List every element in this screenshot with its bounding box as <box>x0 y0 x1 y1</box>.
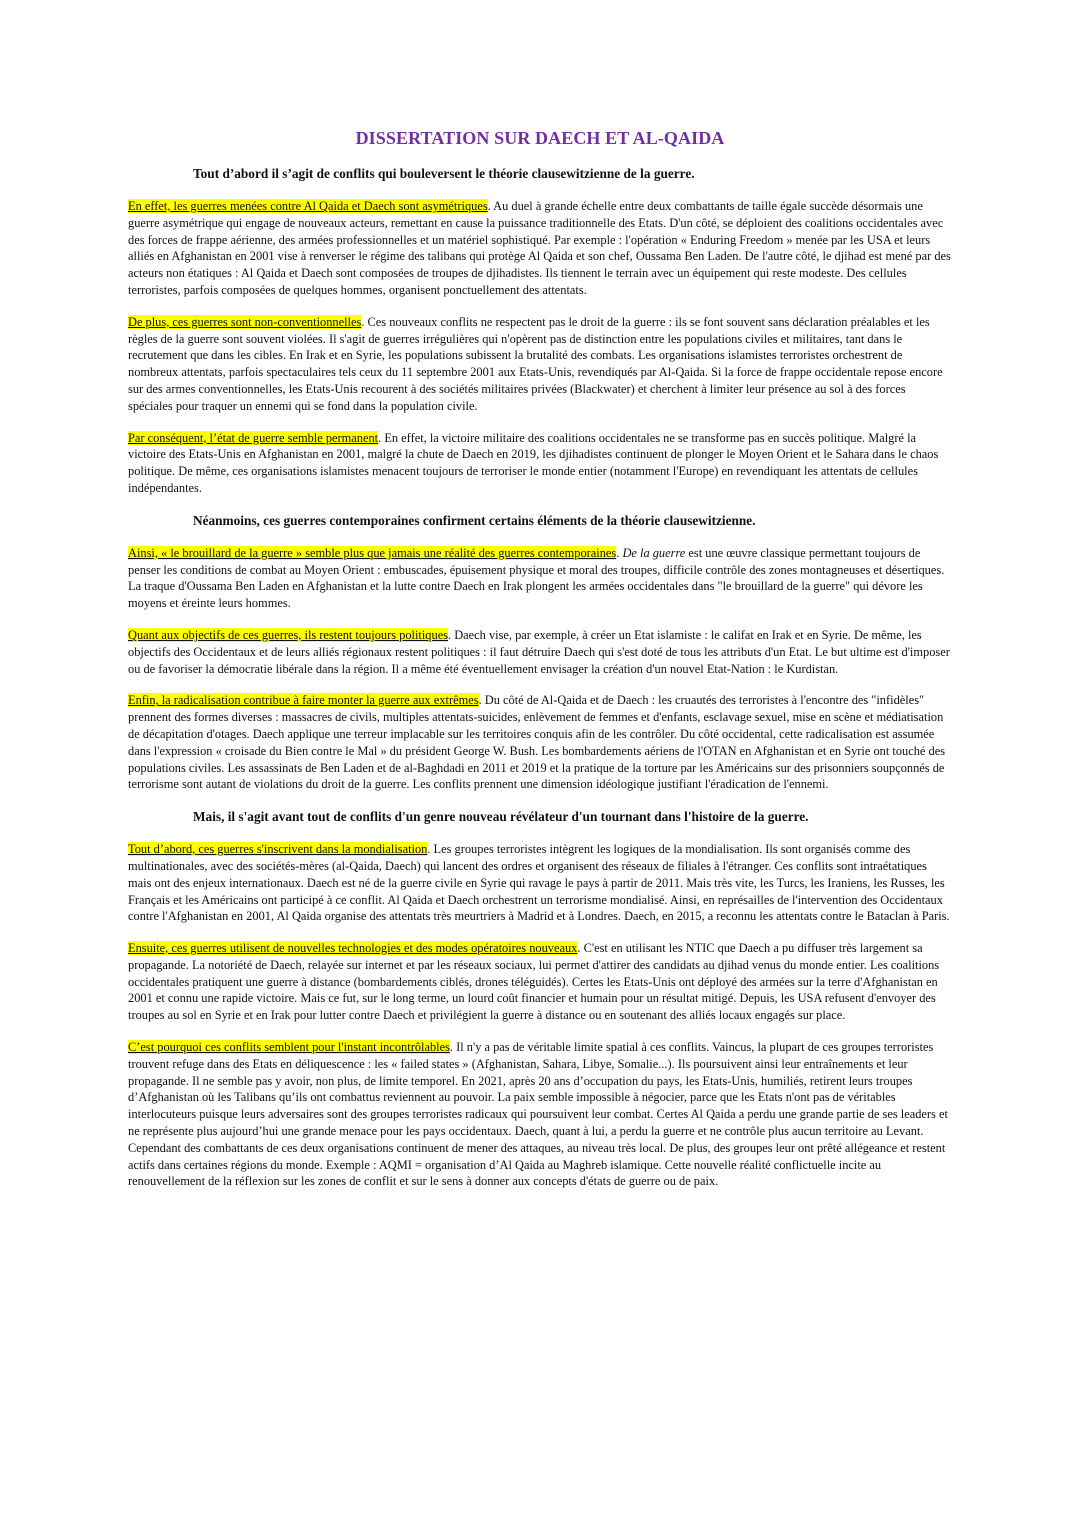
paragraph-text: . Les groupes terroristes intègrent les logiques de la mondialisation. Ils sont organisés comme des multinationales, avec des sociétés-mères (al-Qaida, Daech) qui lancent des ordres et organisent des réseaux de filiales à l'étranger. Ces conflits sont intraétatiques mais ont des enjeux internationaux. Daech est né de la guerre civile en Syrie qui ravage le pays à partir de 2011. Mais très vite, les Turcs, les Iraniens, les Russes, les Français et les Américains ont participé à ce conflit. Al Qaida et Daech orchestrent un terrorisme mondialisé. Ainsi, en représailles de l'intervention des Occidentaux contre l'Afghanistan en 2001, Al Qaida organise des attentats très meurtriers à Madrid et à Londres. Daech, en 2015, a reconnu les attentats contre le Bataclan à Paris. <box>128 842 950 924</box>
highlighted-thesis: Tout d’abord, ces guerres s'inscrivent dans la mondialisation <box>128 842 428 857</box>
highlighted-thesis: Ainsi, « le brouillard de la guerre » semble plus que jamais une réalité des guerres contemporaines <box>128 545 617 560</box>
section-heading: Mais, il s'agit avant tout de conflits d'un genre nouveau révélateur d'un tournant dans l'histoire de la guerre. <box>193 809 809 825</box>
highlighted-thesis: C’est pourquoi ces conflits semblent pour l'instant incontrôlables <box>128 1040 450 1055</box>
highlighted-thesis: Quant aux objectifs de ces guerres, ils restent toujours politiques <box>128 627 449 642</box>
highlighted-thesis: Enfin, la radicalisation contribue à faire monter la guerre aux extrêmes <box>128 693 479 708</box>
document-body <box>128 165 952 1205</box>
paragraph-text: . C'est en utilisant les NTIC que Daech a pu diffuser très largement sa propagande. La notoriété de Daech, relayée sur internet et par les réseaux sociaux, lui permet d'attirer des candidats au djihad venus du monde entier. Les coalitions occidentales pratiquent une guerre à distance (bombardements ciblés, drones téléguidés). Certes les Etats-Unis ont déployé des armées sur la terre d'Afghanistan en 2001 et connu une rapide victoire. Mais ce fut, sur le long terme, un lourd coût financier et humain pour un résultat mitigé. Depuis, les USA refusent d'envoyer des troupes au sol en Syrie et en Irak pour lutter contre Daech et privilégient la guerre à distance ou en soutenant des alliés locaux engagés sur place. <box>128 941 940 1023</box>
highlighted-thesis: En effet, les guerres menées contre Al Qaida et Daech sont asymétriques <box>128 199 488 213</box>
paragraph-text: . Du côté de Al-Qaida et de Daech : les cruautés des terroristes à l'encontre des "infidèles" prennent des formes diverses : massacres de civils, multiples attentats-suicides, enlèvement de femmes et d'enfants, esclavage sexuel, mise en scène et médiatisation de décapitation d'otages. Daech applique une terreur implacable sur les territoires conquis afin de les contrôler. Du côté occidental, cette radicalisation est assumée dans l'expression « croisade du Bien contre le Mal » du président George W. Bush. Les bombardements aériens de l'OTAN en Afghanistan et en Syrie ont touché des populations civiles. Les assassinats de Ben Laden et de al-Baghdadi en 2011 et 2019 et la pratique de la torture par les Américains sur des prisonniers soupçonnés de terrorisme sont autant de violations du droit de la guerre. Les conflits prennent une dimension idéologique justifiant l'éradication de l'ennemi. <box>128 693 946 792</box>
paragraph <box>128 692 952 793</box>
paragraph <box>128 627 952 677</box>
paragraph <box>128 841 952 925</box>
paragraph-text-pre: . <box>616 545 623 560</box>
paragraph-text: . En effet, la victoire militaire des coalitions occidentales ne se transforme pas en succès politique. Malgré la victoire des Etats-Unis en Afghanistan en 2001, malgré la chute de Daech en 2019, les djihadistes continuent de plonger le Moyen Orient et le Sahara dans le chaos politique. De même, ces organisations islamistes menacent toujours de terroriser le monde entier (notamment l'Europe) en revendiquant les attentats de cellules indépendantes. <box>128 430 939 495</box>
highlighted-thesis: Ensuite, ces guerres utilisent de nouvelles technologies et des modes opératoires nouveaux <box>128 941 578 956</box>
paragraph-text: . Il n'y a pas de véritable limite spatial à ces conflits. Vaincus, la plupart de ces groupes terroristes trouvent refuge dans des Etats en déliquescence : les « failed states » (Afghanistan, Sahara, Libye, Somalie...). Ils poursuivent ainsi leur entraînements et leur propagande. Il ne semble pas y avoir, non plus, de limite temporel. En 2021, après 20 ans d’occupation du pays, les Etats-Unis, humiliés, retirent leurs troupes d’Afghanistan où les Talibans qu’ils ont combattus reviennent au pouvoir. La paix semble impossible à négocier, parce que les Etats n'ont pas de véritables interlocuteurs puisque leurs adversaires sont des groupes terroristes radicaux qui poursuivent leur combat. Certes Al Qaida a perdu une grande partie de ses leaders et ne représente plus aujourd’hui une grande menace pour les pays occidentaux. Daech, quant à lui, a perdu la guerre et ne contrôle plus aucun territoire au Levant. Cependant des combattants de ces deux organisations continuent de mener des attaques, au niveau très local. De plus, des groupes leur ont prêté allégeance et restent actifs dans certaines régions du monde. Exemple : AQMI = organisation d’Al Qaida au Maghreb islamique. Cette nouvelle réalité conflictuelle incite au renouvellement de la réflexion sur les zones de conflit et sur le sens à donner aux concepts d'états de guerre ou de paix. <box>128 1040 948 1189</box>
paragraph <box>128 1039 952 1190</box>
paragraph <box>128 940 952 1024</box>
highlighted-thesis: De plus, ces guerres sont non-conventionnelles <box>128 314 362 329</box>
paragraph-text: . Au duel à grande échelle entre deux combattants de taille égale succède désormais une guerre asymétrique qui engage de nouveaux acteurs, remettant en cause la puissance traditionnelle des Etats. D'un côté, se déploient des coalitions occidentales avec des forces de frappe aérienne, des armées professionnelles et un matériel sophistiqué. Par exemple : l'opération « Enduring Freedom » menée par les USA et leurs alliés en Afghanistan en 2001 vise à renverser le régime des talibans qui protège Al Qaida et son chef, Oussama Ben Laden. De l'autre côté, le djihad est mené par des acteurs non étatiques : Al Qaida et Daech sont composées de troupes de djihadistes. Ils tiennent le terrain avec un équipement qui reste modeste. Des cellules terroristes, parfois composées de quelques hommes, organisent ponctuellement des attentats. <box>128 199 951 297</box>
paragraph <box>128 545 952 612</box>
section-heading: Tout d’abord il s’agit de conflits qui bouleversent le théorie clausewitzienne de la guerre. <box>193 166 695 181</box>
section-heading: Néanmoins, ces guerres contemporaines confirment certains éléments de la théorie clausewitzienne. <box>193 512 756 528</box>
paragraph <box>128 198 952 299</box>
paragraph <box>128 430 952 497</box>
paragraph-text: . Ces nouveaux conflits ne respectent pas le droit de la guerre : ils se font souvent sans déclaration préalables et les règles de la guerre sont souvent violées. Il s'agit de guerres irrégulières qui n'opèrent pas de distinction entre les populations civiles et militaires, tant dans le recrutement que dans les cibles. En Irak et en Syrie, les populations subissent la brutalité des combats. Les organisations islamistes terroristes orchestrent de nombreux attentats, parfois spectaculaires tels ceux du 11 septembre 2001 aux Etats-Unis, revendiqués par Al-Qaida. Si la force de frappe occidentale repose encore sur des armes conventionnelles, les Etats-Unis recourent à des sociétés militaires privées (Blackwater) et cherchent à limiter leur présence au sol à des forces spéciales pour traquer un ennemi qui se fond dans la population civile. <box>128 314 943 413</box>
paragraph <box>128 314 952 415</box>
italic-work-title: De la guerre <box>622 545 686 560</box>
paragraph-text: est une œuvre classique permettant toujours de penser les conditions de combat au Moyen Orient : embuscades, épuisement physique et moral des troupes, difficile contrôle des zones montagneuses et désertiques. La traque d'Oussama Ben Laden en Afghanistan et la lutte contre Daech en Irak plongent les armées occidentales dans "le brouillard de la guerre" qui dévore les moyens et éreinte leurs hommes. <box>128 545 945 611</box>
highlighted-thesis: Par conséquent, l’état de guerre semble permanent <box>128 430 379 445</box>
document-title: DISSERTATION SUR DAECH ET AL-QAIDA <box>355 128 725 148</box>
paragraph-text: . Daech vise, par exemple, à créer un Etat islamiste : le califat en Irak et en Syrie. De même, les objectifs des Occidentaux et de leurs alliés régionaux restent politiques : il faut détruire Daech qui s'est doté de tous les attributs d'un Etat. Le but ultime est d'imposer ou de favoriser la démocratie libérale dans la région. Il a même été éventuellement envisager la création d'un nouvel Etat-Nation : le Kurdistan. <box>128 627 950 676</box>
